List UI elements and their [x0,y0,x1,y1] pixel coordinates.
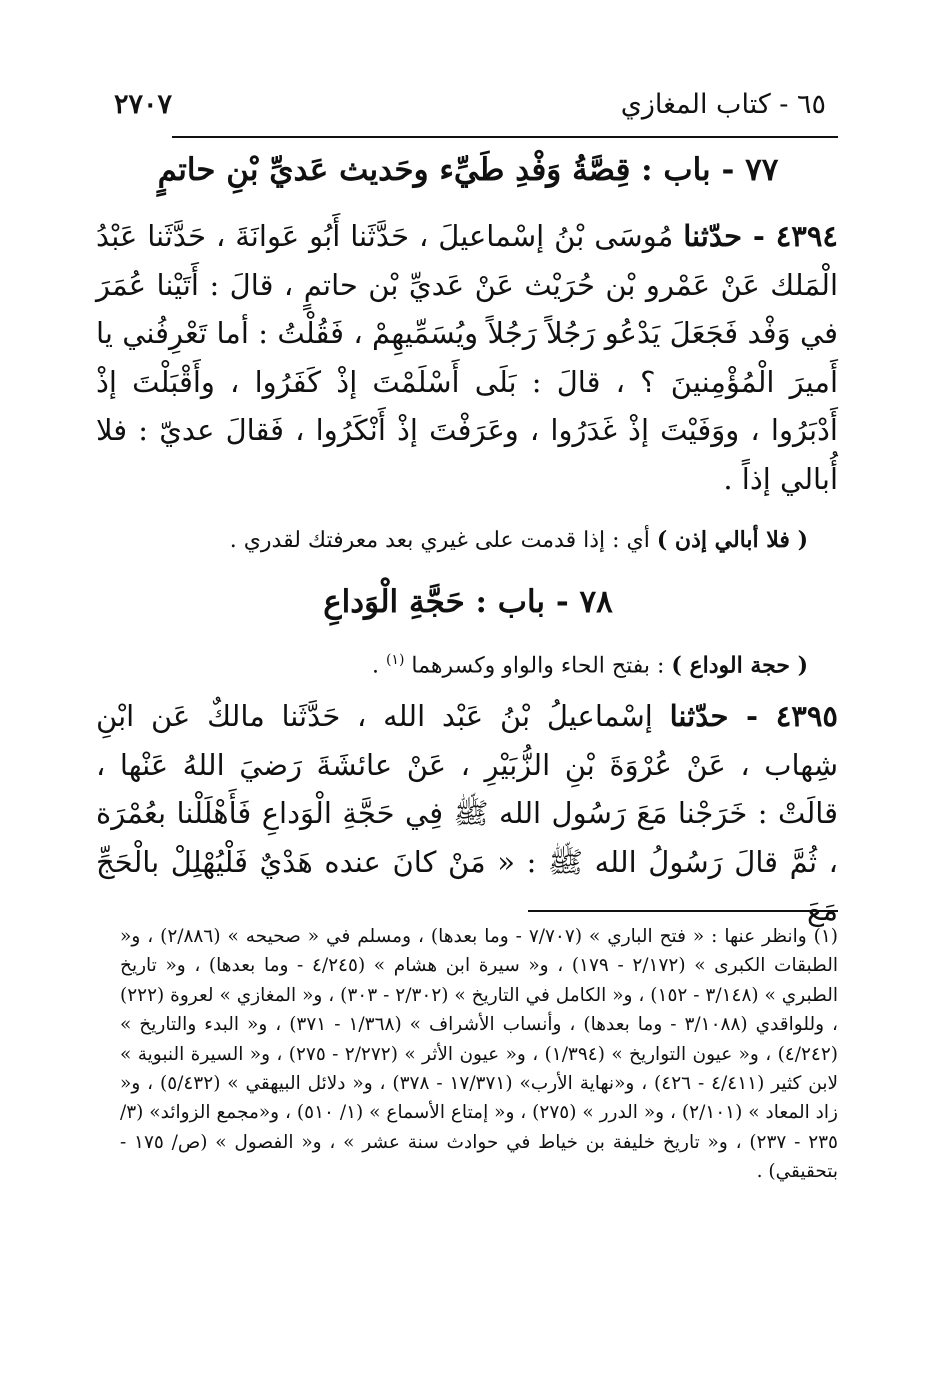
running-header-title: ٦٥ - كتاب المغازي [620,89,826,120]
chapter-heading-77: ٧٧ - باب : قِصَّةُ وَفْدِ طَيِّء وحَديث عَديِّ بْنِ حاتمٍ [157,152,779,188]
hadith-text: إسْماعيلُ بْنُ عَبْد الله ، حَدَّثَنا مالكٌ عَن ابْنِ شِهاب ، عَنْ عُرْوَةَ بْنِ الزُّبَيْرِ ، عَنْ عائشَةَ رَضيَ اللهُ عَنْها ، قالَتْ : خَرَجْنا مَعَ رَسُول الله ﷺ فِي حَجَّةِ الْوَداعِ فَأَهْلَلْنا بعُمْرَة ، ثُمَّ قالَ رَسُولُ الله ﷺ : « مَنْ كانَ عنده هَدْيٌ فَلْيُهْلِلْ بالْحَجِّ مَعَ [96,699,838,928]
hadith-4395 [96,692,838,935]
gloss-fala-ubali [96,522,808,559]
hadith-text: مُوسَى بْنُ إسْماعيلَ ، حَدَّثَنا أَبُو عَوانَةَ ، حَدَّثَنا عَبْدُ الْمَلك عَنْ عَمْرو بْن حُرَيْث عَنْ عَديِّ بْن حاتمٍ ، قالَ : أَتَيْنا عُمَرَ في وَفْد فَجَعَلَ يَدْعُو رَجُلاً رَجُلاً ويُسَمِّيهِمْ ، فَقُلْتُ : أما تَعْرِفُني يا أَميرَ الْمُؤْمِنينَ ؟ ، قالَ : بَلَى أَسْلَمْتَ إذْ كَفَرُوا ، وأَقْبَلْتَ إذْ أَدْبَرُوا ، ووَفَيْتَ إذْ غَدَرُوا ، وعَرَفْتَ إذْ أَنْكَرُوا ، فَقالَ عديّ : فلا أُبالي إذاً . [96,219,838,496]
gloss-text: : بفتح الحاء والواو وكسرهما [411,653,665,679]
gloss-hajjat-alwada [96,642,808,684]
gloss-term: ( حجة الوداع ) [671,652,808,679]
header-rule [172,136,838,138]
footnote-rule [528,910,838,912]
hadith-number: ٤٣٩٥ - حدّثنا [669,699,838,733]
page-number: ٢٧٠٧ [114,89,173,120]
footnote-ref: (١) [385,652,405,668]
footnote-1: (١) وانظر عنها : « فتح الباري » (٧/٧٠٧ - وما بعدها) ، ومسلم في « صحيحه » (٢/٨٨٦) ، و« الطبقات الكبرى » (٢/١٧٢ - ١٧٩) ، و« سيرة ابن هشام » (٤/٢٤٥ - وما بعدها) ، و« تاريخ الطبري » (٣/١٤٨ - ١٥٢) ، و« الكامل في التاريخ » (٢/٣٠٢ - ٣٠٣) ، و« المغازي » لعروة (٢٢٢) ، وللواقدي (٣/١٠٨٨ - وما بعدها) ، وأنساب الأشراف » (١/٣٦٨ - ٣٧١) ، و« البدء والتاريخ » (٤/٢٤٢) ، و« عيون التواريخ » (١/٣٩٤) ، و« عيون الأثر » (٢/٢٧٢ - ٢٧٥) ، و« السيرة النبوية » لابن كثير (٤/٤١١ - ٤٢٦) ، و«نهاية الأرب» (١٧/٣٧١ - ٣٧٨) ، و« دلائل البيهقي » (٥/٤٣٢) ، و« زاد المعاد » (٢/١٠١) ، و« الدرر » (٢٧٥) ، و« إمتاع الأسماع » (١/ ٥١٠) ، و«مجمع الزوائد» (٣/ ٢٣٥ - ٢٣٧) ، و« تاريخ خليفة بن خياط في حوادث سنة عشر » ، و« الفصول » (ص/ ١٧٥ - بتحقيقي) . [120,926,839,1183]
hadith-4394 [96,212,838,504]
gloss-text: أي : إذا قدمت على غيري بعد معرفتك لقدري . [229,528,650,553]
gloss-end: . [371,653,379,679]
hadith-number: ٤٣٩٤ - حدّثنا [683,219,838,253]
chapter-heading-78: ٧٨ - باب : حَجَّةِ الْوَداعِ [323,584,613,620]
gloss-term: ( فلا أبالي إذن ) [656,527,808,553]
